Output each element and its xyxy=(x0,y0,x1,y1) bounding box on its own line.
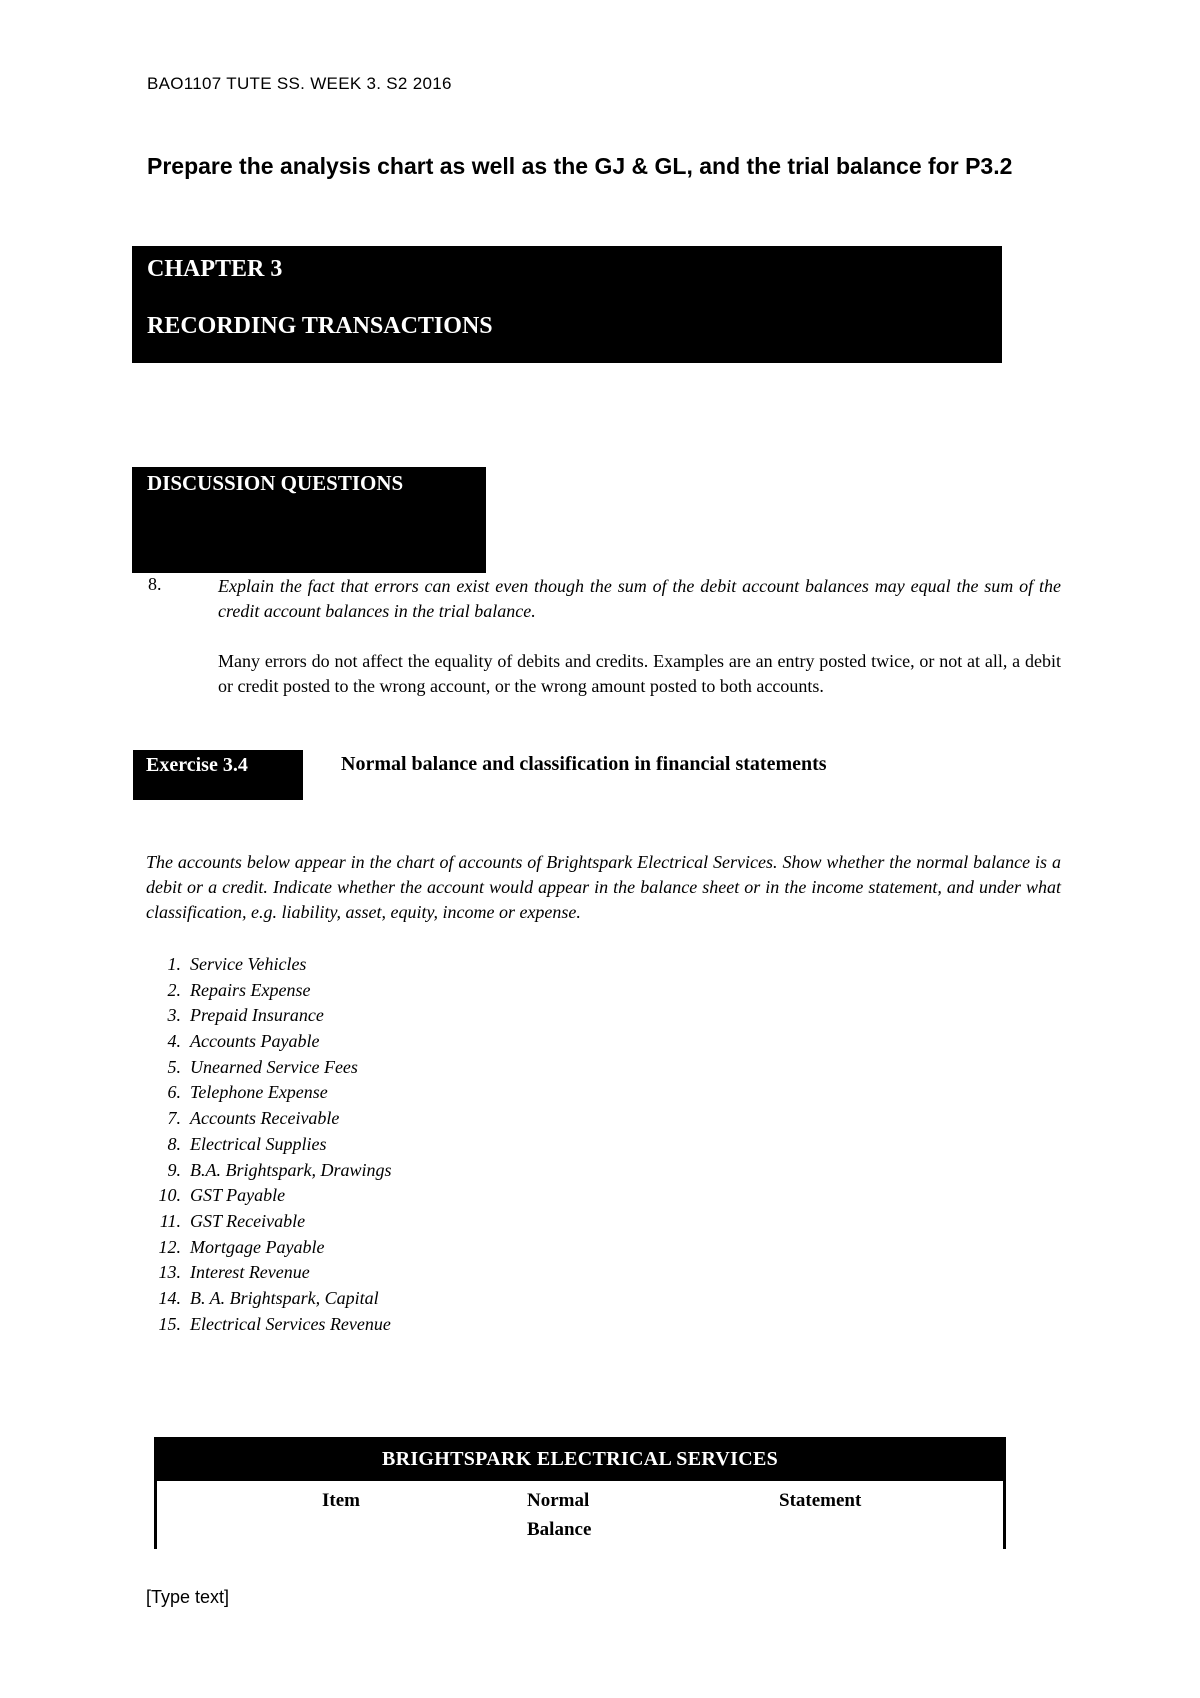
running-head: BAO1107 TUTE SS. WEEK 3. S2 2016 xyxy=(147,74,452,93)
list-item-number: 3. xyxy=(167,1005,181,1026)
list-item-label: Accounts Payable xyxy=(190,1031,320,1052)
list-item xyxy=(146,1209,392,1235)
list-item xyxy=(146,1106,392,1132)
list-item xyxy=(146,1055,392,1081)
list-item-label: Repairs Expense xyxy=(190,979,311,1000)
answer-text: Many errors do not affect the equality of debits and credits. Examples are an entry posted twice, or not at all, a debit or credit posted to the wrong account, or the wrong amount posted to both accounts. xyxy=(218,651,1061,696)
list-item-label: Service Vehicles xyxy=(190,954,307,974)
list-item-number: 14. xyxy=(158,1287,181,1308)
exercise-label: Exercise 3.4 xyxy=(146,754,248,776)
instruction-heading: Prepare the analysis chart as well as the GJ & GL, and the trial balance for P3.2 xyxy=(147,153,1013,179)
footer-placeholder: [Type text] xyxy=(146,1587,230,1607)
list-item-label: Prepaid Insurance xyxy=(190,1005,324,1026)
list-item-label: GST Receivable xyxy=(190,1210,306,1231)
list-item-label: Unearned Service Fees xyxy=(190,1056,358,1077)
list-item-number: 5. xyxy=(167,1056,181,1077)
exercise-intro: The accounts below appear in the chart of accounts of Brightspark Electrical Services. Show whether the normal balance is a debit or a credit. Indicate whether the account would appear in the balance sheet or in the income statement, and under what classification, e.g. liability, asset, equity, income or expense. xyxy=(146,852,1061,922)
list-item xyxy=(146,1286,392,1312)
list-item xyxy=(146,1003,392,1029)
list-item xyxy=(146,1029,392,1055)
exercise-label-box xyxy=(133,750,303,800)
discussion-heading: DISCUSSION QUESTIONS xyxy=(147,471,404,495)
list-item-label: Accounts Receivable xyxy=(190,1108,340,1129)
list-item-label: GST Payable xyxy=(190,1185,286,1206)
list-item-number: 11. xyxy=(159,1210,181,1231)
list-item xyxy=(146,1260,392,1286)
chapter-number: CHAPTER 3 xyxy=(147,256,283,282)
column-header-normal-line2: Balance xyxy=(527,1519,592,1540)
list-item xyxy=(146,1235,392,1261)
list-item-number: 9. xyxy=(167,1159,181,1180)
list-item xyxy=(146,978,392,1004)
column-header-normal-balance xyxy=(527,1486,591,1544)
list-item xyxy=(146,1312,392,1338)
exercise-title: Normal balance and classification in financial statements xyxy=(341,753,827,775)
account-list xyxy=(146,952,392,1337)
list-item-label: Electrical Services Revenue xyxy=(190,1313,391,1334)
list-item-number: 6. xyxy=(167,1082,181,1103)
discussion-banner xyxy=(132,467,486,573)
chapter-title: RECORDING TRANSACTIONS xyxy=(147,313,493,339)
column-header-item: Item xyxy=(322,1490,360,1511)
list-item-label: Mortgage Payable xyxy=(190,1236,325,1257)
list-item-label: Telephone Expense xyxy=(190,1082,328,1103)
column-header-normal-line1: Normal xyxy=(527,1490,590,1511)
list-item-number: 4. xyxy=(167,1031,181,1052)
question-number: 8. xyxy=(148,574,162,594)
list-item xyxy=(146,1080,392,1106)
question-text: Explain the fact that errors can exist even though the sum of the debit account balances may equal the sum of the credit account balances in the trial balance. xyxy=(218,576,1061,621)
list-item xyxy=(146,952,392,978)
list-item xyxy=(146,1158,392,1184)
list-item-number: 2. xyxy=(167,979,181,1000)
list-item-number: 13. xyxy=(158,1262,181,1283)
list-item-number: 1. xyxy=(167,954,181,974)
list-item-number: 15. xyxy=(158,1313,181,1334)
list-item-label: Interest Revenue xyxy=(190,1262,310,1283)
column-header-statement: Statement xyxy=(779,1490,862,1511)
list-item-label: Electrical Supplies xyxy=(190,1133,327,1154)
chapter-banner xyxy=(132,246,1002,363)
table-title: BRIGHTSPARK ELECTRICAL SERVICES xyxy=(154,1437,1006,1481)
list-item xyxy=(146,1132,392,1158)
list-item xyxy=(146,1183,392,1209)
list-item-number: 12. xyxy=(158,1236,181,1257)
list-item-number: 7. xyxy=(167,1108,181,1129)
list-item-label: B. A. Brightspark, Capital xyxy=(190,1287,379,1308)
list-item-number: 8. xyxy=(167,1133,181,1154)
list-item-label: B.A. Brightspark, Drawings xyxy=(190,1159,392,1180)
list-item-number: 10. xyxy=(158,1185,181,1206)
